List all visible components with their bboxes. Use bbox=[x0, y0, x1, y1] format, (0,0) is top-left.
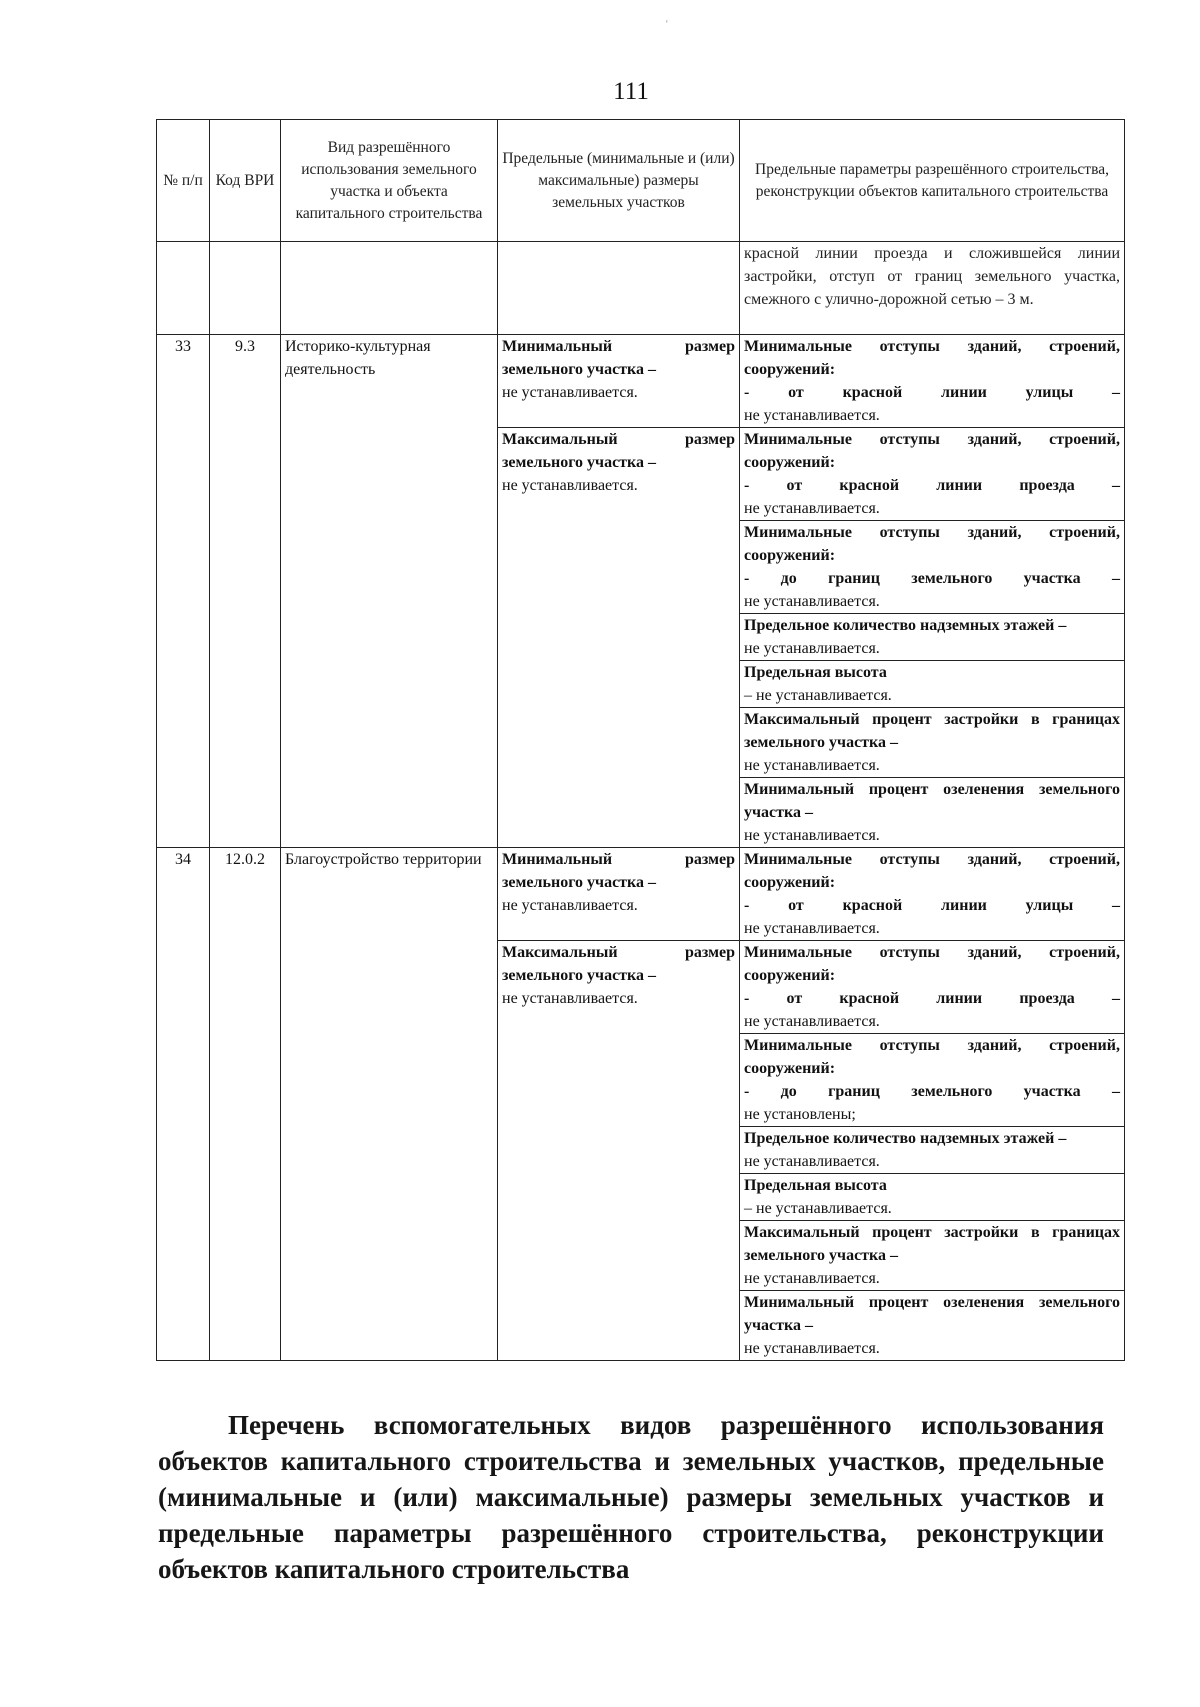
cont-empty-plot bbox=[498, 242, 740, 335]
param-cell bbox=[740, 428, 1125, 521]
row-use: Благоустройство территории bbox=[281, 848, 498, 1361]
header-use: Вид разрешённого использования земельного участка и объекта капитального строительства bbox=[281, 120, 498, 242]
param-head: Предельная высота bbox=[744, 664, 887, 681]
param-head: Минимальные отступы зданий, строений, сооружений: bbox=[744, 431, 1120, 471]
param-tail: не установлены; bbox=[744, 1106, 856, 1123]
table-row bbox=[157, 335, 1125, 428]
plot-tail: не устанавливается. bbox=[502, 477, 638, 494]
param-head: Максимальный процент застройки в границах земельного участка – bbox=[744, 711, 1120, 751]
param-head: Максимальный процент застройки в границах земельного участка – bbox=[744, 1224, 1120, 1264]
plot-max-cell bbox=[498, 941, 740, 1361]
row-use: Историко-культурная деятельность bbox=[281, 335, 498, 848]
param-tail: – не устанавливается. bbox=[744, 687, 892, 704]
param-cell bbox=[740, 521, 1125, 614]
header-num: № п/п bbox=[157, 120, 210, 242]
param-head: Минимальные отступы зданий, строений, сооружений: bbox=[744, 524, 1120, 564]
param-cell bbox=[740, 941, 1125, 1034]
header-plot: Предельные (минимальные и (или) максимальные) размеры земельных участков bbox=[498, 120, 740, 242]
param-tail: не устанавливается. bbox=[744, 1013, 880, 1030]
param-head: Минимальный процент озеленения земельного участка – bbox=[744, 781, 1120, 821]
param-cell bbox=[740, 1034, 1125, 1127]
param-tail: не устанавливается. bbox=[744, 500, 880, 517]
param-line: - от красной линии улицы – bbox=[744, 384, 1120, 401]
cont-empty-use bbox=[281, 242, 498, 335]
table-row-continuation bbox=[157, 242, 1125, 335]
param-tail: не устанавливается. bbox=[744, 827, 880, 844]
param-head: Предельная высота bbox=[744, 1177, 887, 1194]
plot-tail: не устанавливается. bbox=[502, 897, 638, 914]
page-number: 111 bbox=[613, 78, 649, 105]
param-cell bbox=[740, 778, 1125, 848]
param-tail: – не устанавливается. bbox=[744, 1200, 892, 1217]
plot-min-cell bbox=[498, 848, 740, 941]
table-header-row bbox=[157, 120, 1125, 242]
plot-tail: не устанавливается. bbox=[502, 384, 638, 401]
param-line: - от красной линии проезда – bbox=[744, 990, 1120, 1007]
param-head: Минимальный процент озеленения земельного участка – bbox=[744, 1294, 1120, 1334]
table-row bbox=[157, 848, 1125, 941]
param-tail: не устанавливается. bbox=[744, 407, 880, 424]
row-code: 9.3 bbox=[210, 335, 281, 848]
cont-empty-num bbox=[157, 242, 210, 335]
param-cell bbox=[740, 335, 1125, 428]
param-cell bbox=[740, 708, 1125, 778]
param-tail: не устанавливается. bbox=[744, 1153, 880, 1170]
param-cell bbox=[740, 614, 1125, 661]
param-cell bbox=[740, 1127, 1125, 1174]
param-head: Минимальные отступы зданий, строений, сооружений: bbox=[744, 338, 1120, 378]
param-line: - от красной линии проезда – bbox=[744, 477, 1120, 494]
cont-empty-code bbox=[210, 242, 281, 335]
param-line: - от красной линии улицы – bbox=[744, 897, 1120, 914]
param-head: Предельное количество надземных этажей – bbox=[744, 617, 1067, 634]
param-head: Предельное количество надземных этажей – bbox=[744, 1130, 1067, 1147]
param-tail: не устанавливается. bbox=[744, 920, 880, 937]
param-cell bbox=[740, 1221, 1125, 1291]
param-tail: не устанавливается. bbox=[744, 593, 880, 610]
plot-head: Максимальный размер земельного участка – bbox=[502, 431, 735, 471]
param-tail: не устанавливается. bbox=[744, 757, 880, 774]
param-head: Минимальные отступы зданий, строений, сооружений: bbox=[744, 851, 1120, 891]
plot-max-cell bbox=[498, 428, 740, 848]
param-tail: не устанавливается. bbox=[744, 1340, 880, 1357]
param-cell bbox=[740, 1174, 1125, 1221]
param-tail: не устанавливается. bbox=[744, 640, 880, 657]
plot-head: Максимальный размер земельного участка – bbox=[502, 944, 735, 984]
plot-min-cell bbox=[498, 335, 740, 428]
header-code: Код ВРИ bbox=[210, 120, 281, 242]
param-line: - до границ земельного участка – bbox=[744, 1083, 1120, 1100]
scan-mark: ‘ bbox=[665, 18, 669, 30]
param-tail: не устанавливается. bbox=[744, 1270, 880, 1287]
param-head: Минимальные отступы зданий, строений, сооружений: bbox=[744, 944, 1120, 984]
row-code: 12.0.2 bbox=[210, 848, 281, 1361]
plot-head: Минимальный размер земельного участка – bbox=[502, 338, 735, 378]
param-head: Минимальные отступы зданий, строений, сооружений: bbox=[744, 1037, 1120, 1077]
row-number: 34 bbox=[157, 848, 210, 1361]
section-heading: Перечень вспомогательных видов разрешённого использования объектов капитального строительства и земельных участков, предельные (минимальные и (или) максимальные) размеры земельных участков и предельные параметры разрешённого строительства, реконструкции объектов капитального строительства bbox=[158, 1410, 1104, 1584]
row-number: 33 bbox=[157, 335, 210, 848]
plot-tail: не устанавливается. bbox=[502, 990, 638, 1007]
param-line: - до границ земельного участка – bbox=[744, 570, 1120, 587]
continuation-text: красной линии проезда и сложившейся линии застройки, отступ от границ земельного участка, смежного с улично-дорожной сетью – 3 м. bbox=[740, 242, 1125, 335]
param-cell bbox=[740, 661, 1125, 708]
header-params: Предельные параметры разрешённого строительства, реконструкции объектов капитального строительства bbox=[740, 120, 1125, 242]
param-cell bbox=[740, 848, 1125, 941]
plot-head: Минимальный размер земельного участка – bbox=[502, 851, 735, 891]
table-body bbox=[157, 242, 1125, 1361]
param-cell bbox=[740, 1291, 1125, 1361]
parameters-table bbox=[156, 119, 1125, 1361]
